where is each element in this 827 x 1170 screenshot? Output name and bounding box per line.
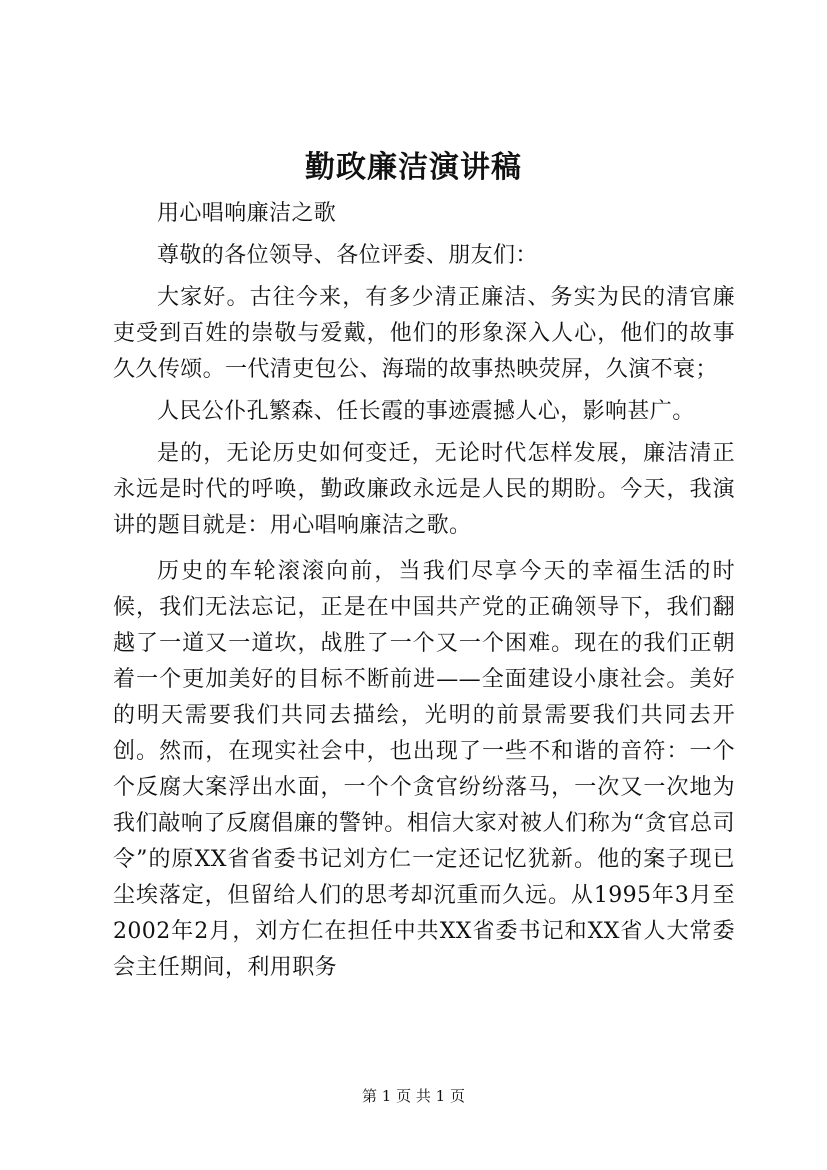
page-footer: 第 1 页 共 1 页 [362,1087,465,1105]
paragraph-topic: 是的，无论历史如何变迁，无论时代怎样发展，廉洁清正永远是时代的呼唤，勤政廉政永远是人民的期盼。今天，我演讲的题目就是：用心唱响廉洁之歌。 [113,441,735,538]
paragraph-greeting: 大家好。古往今来，有多少清正廉洁、务实为民的清官廉吏受到百姓的崇敬与爱戴，他们的形象深入人心，他们的故事久久传颂。一代清吏包公、海瑞的故事热映荧屏，久演不衰； [113,285,735,382]
document-title: 勤政廉洁演讲稿 [305,150,522,185]
paragraph-example: 人民公仆孔繁森、任长霞的事迹震撼人心，影响甚广。 [157,399,695,424]
paragraph-history: 历史的车轮滚滚向前，当我们尽享今天的幸福生活的时候，我们无法忘记，正是在中国共产党的正确领导下，我们翻越了一道又一道坎，战胜了一个又一个困难。现在的我们正朝着一个更加美好的目标不断前进——全面建设小康社会。美好的明天需要我们共同去描绘，光明的前景需要我们共同去开创。然而，在现实社会中，也出现了一些不和谐的音符：一个个反腐大案浮出水面，一个个贪官纷纷落马，一次又一次地为我们敲响了反腐倡廉的警钟。相信大家对被人们称为“贪官总司令”的原XX省省委书记刘方仁一定还记忆犹新。他的案子现已尘埃落定，但留给人们的思考却沉重而久远。从1995年3月至2002年2月，刘方仁在担任中共XX省委书记和XX省人大常委会主任期间，利用职务 [113,559,735,980]
paragraph-subtitle: 用心唱响廉洁之歌 [157,201,337,226]
paragraph-salutation: 尊敬的各位领导、各位评委、朋友们： [157,243,538,268]
document-body [113,196,735,986]
